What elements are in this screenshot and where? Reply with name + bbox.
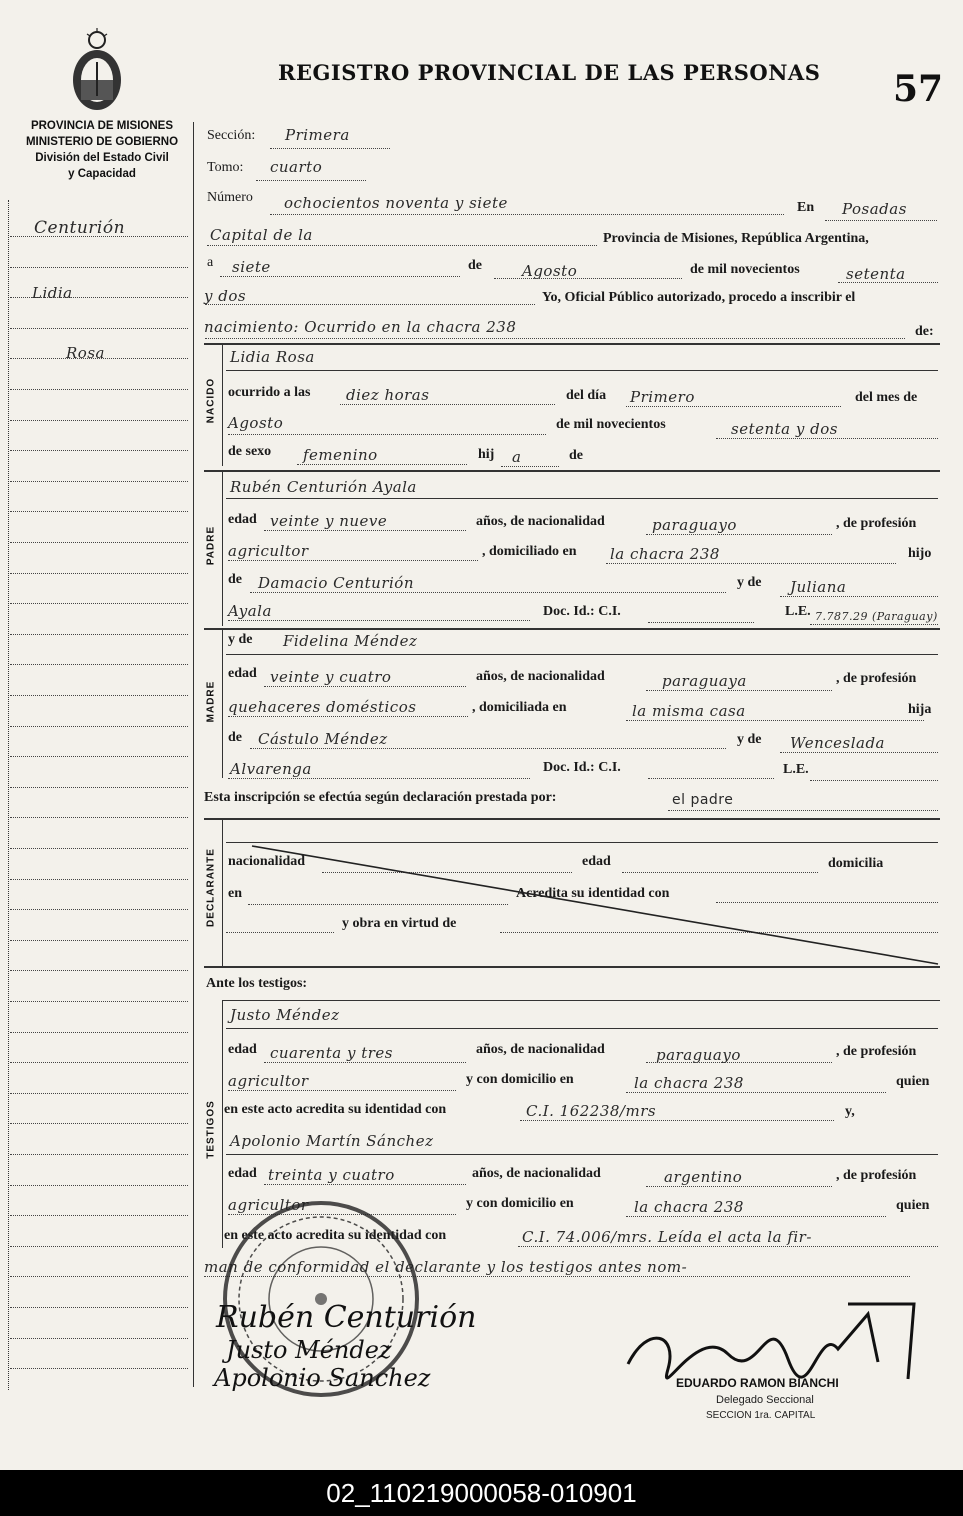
declarante-dom-label: domicilia: [828, 856, 884, 871]
declarante-obra-label: y obra en virtud de: [342, 916, 457, 931]
margin-divider: [193, 122, 194, 1387]
page-number: 57: [893, 68, 944, 110]
testigo1-quien-label: quien: [896, 1074, 930, 1089]
padre-doc-label: Doc. Id.: C.I.: [543, 604, 621, 619]
padre-yde-label: y de: [737, 575, 762, 590]
madre-yde2-label: y de: [737, 732, 762, 747]
madre-yde-label: y de: [228, 632, 253, 647]
madre-de-label: de: [228, 730, 242, 745]
org-line-1: PROVINCIA DE MISIONES: [30, 120, 174, 132]
madre-padre-de: Cástulo Méndez: [258, 730, 388, 748]
firma-padre: Rubén Centurión: [216, 1300, 477, 1335]
hij-label: hij: [478, 447, 495, 462]
testigos-label: Ante los testigos:: [206, 976, 308, 991]
padre-madre-de-2: Ayala: [228, 602, 272, 620]
section-padre: PADRE: [205, 525, 217, 566]
margin-rule-line: [10, 726, 188, 727]
ocurrido-label: ocurrido a las: [228, 385, 311, 400]
testigo2-edad-label: edad: [228, 1166, 257, 1181]
testigo2-nacionalidad: argentino: [664, 1168, 743, 1186]
tomo-label: Tomo:: [207, 160, 244, 175]
margin-rule-line: [10, 1123, 188, 1124]
margin-rule-line: [10, 1185, 188, 1186]
cierre-texto: man de conformidad el declarante y los testigos antes nom-: [204, 1258, 688, 1276]
margin-first-name: Lidia: [32, 284, 73, 302]
hecho-value: nacimiento: Ocurrido en la chacra 238: [204, 318, 517, 336]
margin-rule-line: [10, 1246, 188, 1247]
seccion-value: Primera: [285, 126, 350, 144]
mil-nac-label: de mil novecientos: [556, 417, 666, 432]
madre-domicilio: la misma casa: [632, 702, 746, 720]
margin-rule-line: [10, 1032, 188, 1033]
numero-label: Número: [207, 190, 253, 205]
margin-rule-line: [10, 1062, 188, 1063]
testigo2-edad: treinta y cuatro: [268, 1166, 395, 1184]
testigo1-dom-label: y con domicilio en: [466, 1072, 574, 1087]
margin-rule-line: [10, 573, 188, 574]
padre-nombre: Rubén Centurión Ayala: [230, 478, 417, 496]
section-declarante: DECLARANTE: [205, 848, 217, 927]
madre-madre-de-2: Alvarenga: [230, 760, 312, 778]
margin-rule-line: [10, 756, 188, 757]
en-label: En: [797, 200, 815, 215]
padre-nac-label: años, de nacionalidad: [476, 514, 605, 529]
declarante-nac-label: nacionalidad: [228, 854, 306, 869]
hij-value: a: [512, 448, 522, 466]
margin-rule-line: [10, 1001, 188, 1002]
padre-nacionalidad: paraguayo: [652, 516, 737, 534]
section-testigos: TESTIGOS: [205, 1100, 217, 1159]
margin-rule-line: [10, 1368, 188, 1369]
issuing-authority: [10, 118, 194, 182]
testigo1-domicilio: la chacra 238: [634, 1074, 744, 1092]
section-nacido: NACIDO: [205, 377, 217, 424]
madre-nacionalidad: paraguaya: [662, 672, 747, 690]
padre-profesion: agricultor: [228, 542, 309, 560]
oficial-nombre: EDUARDO RAMON BIANCHI: [676, 1376, 839, 1390]
en-value: Posadas: [842, 200, 907, 218]
mil-label: de mil novecientos: [690, 262, 800, 277]
madre-edad: veinte y cuatro: [270, 668, 392, 686]
testigo2-nac-label: años, de nacionalidad: [472, 1166, 601, 1181]
madre-profesion: quehaceres domésticos: [228, 698, 417, 716]
sexo-label: de sexo: [228, 444, 272, 459]
margin-rule-line: [10, 1276, 188, 1277]
madre-madre-de-1: Wenceslada: [790, 734, 885, 752]
mes-nac-value: Agosto: [228, 414, 284, 432]
margin-rule-line: [10, 389, 188, 390]
testigo1-nac-label: años, de nacionalidad: [476, 1042, 605, 1057]
testigo1-identidad: C.I. 162238/mrs: [526, 1102, 657, 1120]
de-nac-label: de: [569, 448, 583, 463]
madre-prof-label: , de profesión: [836, 671, 917, 686]
padre-de-label: de: [228, 572, 242, 587]
tomo-value: cuarto: [270, 158, 323, 176]
padre-padre-de: Damacio Centurión: [258, 574, 414, 592]
margin-rule-line: [10, 420, 188, 421]
dia-label: del día: [566, 388, 607, 403]
margin-rule-line: [10, 879, 188, 880]
margin-rule-line: [10, 511, 188, 512]
testigo1-prof-label: , de profesión: [836, 1044, 917, 1059]
margin-rule-line: [10, 267, 188, 268]
oficial-text: Yo, Oficial Público autorizado, procedo a inscribir el: [542, 290, 856, 305]
declaracion-label: Esta inscripción se efectúa según declaración prestada por:: [204, 790, 557, 805]
testigo1-nacionalidad: paraguayo: [656, 1046, 741, 1064]
coat-of-arms-icon: [66, 28, 128, 114]
padre-madre-de-1: Juliana: [790, 578, 847, 596]
seccion-label: Sección:: [207, 128, 256, 143]
declaracion-value: el padre: [672, 792, 734, 808]
page-title: REGISTRO PROVINCIAL DE LAS PERSONAS: [278, 60, 821, 85]
capital-value: Capital de la: [210, 226, 313, 244]
margin-rule-line: [10, 1215, 188, 1216]
margin-rule-line: [10, 1093, 188, 1094]
margin-rule-line: [10, 817, 188, 818]
testigo1-acredita-label: en este acto acredita su identidad con: [224, 1102, 447, 1117]
margin-rule-line: [10, 1154, 188, 1155]
testigo2-prof-label: , de profesión: [836, 1168, 917, 1183]
margin-rule-line: [10, 481, 188, 482]
margin-rule-line: [10, 328, 188, 329]
org-line-3: División del Estado Civil: [35, 152, 169, 164]
madre-dom-label: , domiciliada en: [472, 700, 567, 715]
margin-edge: [8, 200, 9, 1390]
padre-hijo-label: hijo: [908, 546, 932, 561]
margin-middle-name: Rosa: [66, 344, 105, 362]
padre-le-label: L.E.: [785, 604, 811, 619]
testigo2-identidad: C.I. 74.006/mrs. Leída el acta la fir-: [522, 1228, 812, 1246]
a-label: a: [207, 255, 214, 270]
mes-value: Agosto: [522, 262, 578, 280]
oficial-seccion: SECCION 1ra. CAPITAL: [706, 1410, 816, 1421]
provincia-text: Provincia de Misiones, República Argentina,: [603, 231, 869, 246]
anio-value-1: setenta: [846, 265, 906, 283]
margin-rule-line: [10, 909, 188, 910]
testigo2-domicilio: la chacra 238: [634, 1198, 744, 1216]
firma-testigo-2: Apolonio Sanchez: [214, 1364, 431, 1392]
testigo1-edad-label: edad: [228, 1042, 257, 1057]
testigo2-quien-label: quien: [896, 1198, 930, 1213]
testigo2-dom-label: y con domicilio en: [466, 1196, 574, 1211]
testigo1-profesion: agricultor: [228, 1072, 309, 1090]
testigo1-edad: cuarenta y tres: [270, 1044, 393, 1062]
declarante-en-label: en: [228, 886, 242, 901]
nacido-nombre: Lidia Rosa: [230, 348, 315, 366]
margin-rule-line: [10, 450, 188, 451]
declarante-acredita-label: Acredita su identidad con: [516, 886, 670, 901]
anio-value-2: y dos: [204, 287, 247, 305]
testigo2-nombre: Apolonio Martín Sánchez: [230, 1132, 434, 1150]
margin-rule-line: [10, 787, 188, 788]
padre-domicilio: la chacra 238: [610, 545, 720, 563]
margin-rule-line: [10, 603, 188, 604]
firma-testigo-1: Justo Méndez: [226, 1336, 392, 1364]
testigo1-y-label: y,: [845, 1104, 855, 1119]
madre-doc-label: Doc. Id.: C.I.: [543, 760, 621, 775]
testigo2-profesion: agricultor: [228, 1196, 309, 1214]
org-line-2: MINISTERIO DE GOBIERNO: [25, 136, 179, 148]
hora-value: diez horas: [346, 386, 430, 404]
org-line-4: y Capacidad: [68, 168, 136, 180]
testigo2-acredita-label: en este acto acredita su identidad con: [224, 1228, 447, 1243]
dia-nac-value: Primero: [630, 388, 695, 406]
madre-le-label: L.E.: [783, 762, 809, 777]
margin-rule-line: [10, 1307, 188, 1308]
madre-nombre: Fidelina Méndez: [283, 632, 418, 650]
margin-rule-line: [10, 664, 188, 665]
margin-surname: Centurión: [34, 218, 126, 238]
testigo1-nombre: Justo Méndez: [230, 1006, 340, 1024]
madre-edad-label: edad: [228, 666, 257, 681]
file-id-footer: 02_110219000058-010901: [0, 1470, 963, 1516]
margin-rule-line: [10, 940, 188, 941]
padre-prof-label: , de profesión: [836, 516, 917, 531]
margin-rule-line: [10, 542, 188, 543]
section-madre: MADRE: [205, 680, 217, 723]
anio-nac-value: setenta y dos: [731, 420, 838, 438]
de-label: de: [468, 258, 482, 273]
madre-hija-label: hija: [908, 702, 932, 717]
padre-le-value: 7.787.29 (Paraguay): [815, 610, 938, 623]
margin-rule-line: [10, 695, 188, 696]
declarante-edad-label: edad: [582, 854, 611, 869]
padre-edad: veinte y nueve: [270, 512, 388, 530]
mes-label: del mes de: [855, 390, 918, 405]
de-colon-label: de:: [915, 324, 934, 339]
margin-rule-line: [10, 848, 188, 849]
margin-rule-line: [10, 970, 188, 971]
dia-value: siete: [232, 258, 271, 276]
numero-value: ochocientos noventa y siete: [284, 194, 508, 212]
sexo-value: femenino: [303, 446, 378, 464]
padre-dom-label: , domiciliado en: [482, 544, 577, 559]
padre-edad-label: edad: [228, 512, 257, 527]
margin-rule-line: [10, 1338, 188, 1339]
oficial-cargo: Delegado Seccional: [716, 1394, 814, 1406]
declarante-cancel-stroke: [222, 842, 942, 968]
madre-nac-label: años, de nacionalidad: [476, 669, 605, 684]
margin-rule-line: [10, 634, 188, 635]
